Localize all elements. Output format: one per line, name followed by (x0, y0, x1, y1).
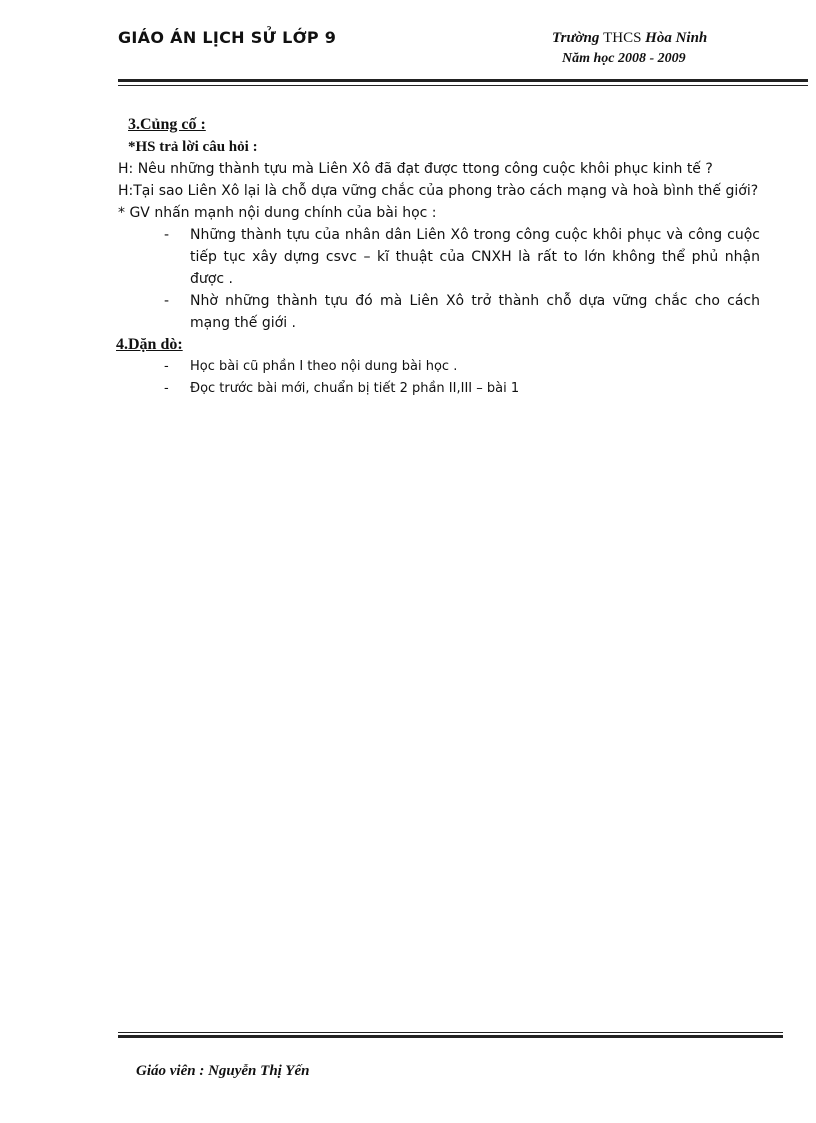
homework-list (116, 356, 760, 400)
school-name: Hòa Ninh (645, 30, 708, 46)
dash-bullet: - (164, 381, 169, 396)
header-school (552, 30, 707, 47)
teacher-emphasis-intro: * GV nhấn mạnh nội dung chính của bài học : (118, 205, 437, 221)
question-2: H:Tại sao Liên Xô lại là chỗ dựa vững chắc của phong trào cách mạng và hoà bình thế giới? (118, 183, 759, 199)
question-1: H: Nêu những thành tựu mà Liên Xô đã đạt được ttong công cuộc khôi phục kinh tế ? (118, 161, 713, 177)
list-item-text: Học bài cũ phần I theo nội dung bài học . (190, 359, 458, 374)
list-item-text: Đọc trước bài mới, chuẩn bị tiết 2 phần II,III – bài 1 (190, 381, 520, 396)
emphasis-list (116, 224, 760, 334)
dash-bullet: - (164, 293, 170, 309)
header-title: GIÁO ÁN LỊCH SỬ LỚP 9 (118, 28, 337, 47)
list-item (116, 224, 760, 290)
list-item (116, 378, 760, 400)
list-item (116, 290, 760, 334)
lesson-content (116, 114, 760, 400)
list-item (116, 356, 760, 378)
dash-bullet: - (164, 227, 170, 243)
header-school-year: Năm học 2008 - 2009 (562, 51, 686, 66)
footer-teacher: Giáo viên : Nguyễn Thị Yến (136, 1063, 310, 1079)
header-divider-thick (118, 79, 808, 82)
footer-divider-thick (118, 1035, 783, 1038)
dash-bullet: - (164, 359, 169, 374)
header-divider-thin (118, 85, 808, 86)
footer-divider-thin (118, 1032, 783, 1033)
school-type: THCS (603, 30, 642, 46)
list-item-text: Nhờ những thành tựu đó mà Liên Xô trở thành chỗ dựa vững chắc cho cách mạng thế giới . (190, 293, 760, 331)
school-prefix: Trường (552, 30, 600, 46)
section-3-heading: 3.Củng cố : (128, 116, 206, 133)
section-4-heading: 4.Dặn dò: (116, 336, 183, 353)
student-questions-intro: *HS trả lời câu hỏi : (128, 139, 258, 155)
list-item-text: Những thành tựu của nhân dân Liên Xô trong công cuộc khôi phục và công cuộc tiếp tục xây dựng csvc – kĩ thuật của CNXH là rất to lớn không thể phủ nhận được . (190, 227, 760, 287)
